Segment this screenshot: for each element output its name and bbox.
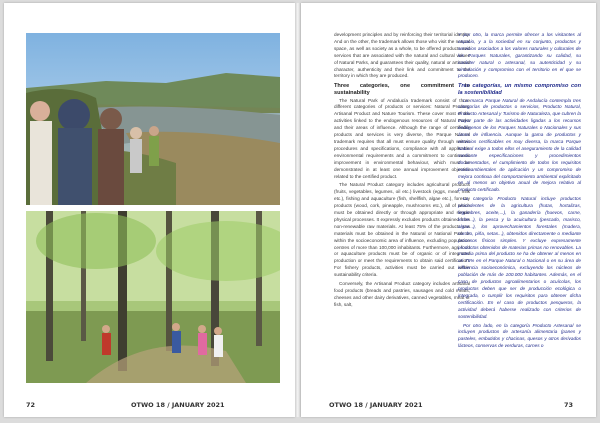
right-page bbox=[301, 3, 596, 417]
photo-visitors-by-river bbox=[26, 33, 280, 205]
english-paragraph: development principles and by reinforcing their territorial identity. And on the other, the trademark allows those who visit the natural space, as well as society as a whole, to be offered products and services that are associated with the natural and cultural values of Natural Parks, and guarantees their quality, natural or artisanal character, authenticity and their link and commitment to the territory in which they are produced. bbox=[334, 32, 470, 79]
photo-hikers-in-forest bbox=[26, 211, 280, 383]
spanish-paragraph: La categoría Producto Natural incluye productos procedentes de la agricultura (frutas, hortalizas, legumbres, aceite,...), la ganadería (huevos, carne, leche...), la pesca y la acuicultura (pescado, marisco, algas...), los aprovechamientos forestales (madera, corcho, piña, setas...), obtenidos directamente o mediante procesos físicos simples. Y excluye expresamente productos obtenidos de materias primas no renovables. La materia prima del producto se ha de obtener al menos en un 75% en el Parque Natural o Nacional o en su área de influencia socioeconómica, excluyendo los núcleos de población de más de 100.000 habitantes. Además, en el caso de productos agroalimentarios o acuícolas, los productos deben que ser de producción ecológica o integrada, o cumplir los requisitos para obtener dicha certificación. En el caso de productos pesqueros, la actividad deberá haberse realizado con criterios de sostenibilidad. bbox=[458, 196, 581, 319]
english-paragraph: The Natural Product category includes agricultural products (fruits, vegetables, legumes, oil etc.) livestock (eggs, meat, milk etc.), fishing and aquaculture (fish, shellfish, algae etc.), forestry products (wood, cork, pineapple, mushrooms etc.), all of which must be obtained directly or through appropriate and simple physical processes. It expressly excludes products obtained from non-renewable raw materials. At least 75% of the products raw materials must be obtained in the Natural or National Park or within the socioeconomic area of influence, excluding population centres of more than 100,000 inhabitants. Furthermore, agri-food or aquaculture products must be of organic or of integrated production or meet the requirements to obtain said certification. For fishery products, activities must be carried out within sustainability criteria. bbox=[334, 182, 470, 278]
spanish-paragraph: Y por otro, la marca permite ofrecer a los visitantes al espacio, y a la sociedad en su conjunto, productos y servicios asociados a los valores naturales y culturales de los Parques Naturales, garantizando su calidad, su carácter natural o artesanal, su autenticidad y su vinculación y compromiso con el territorio en el que se producen. bbox=[458, 32, 581, 79]
spanish-paragraph: Por otro lado, en la categoría Producto Artesanal se incluyen productos de artesanía alimentaria (panes y pasteles, embutidos y chacinas, quesos y otros derivados lácteos, conservas de verduras, carnes o bbox=[458, 322, 581, 349]
english-section-heading: Three categories, one commitment to sustainability bbox=[334, 83, 470, 96]
issue-footer: OTWO 18 / JANUARY 2021 bbox=[329, 401, 423, 409]
spanish-paragraph: La marca Parque Natural de Andalucía contempla tres categorías de productos o servicios, Producto Natural, Producto Artesanal y Turismo de Naturaleza, que cubren la mayor parte de las actividades ligadas a los recursos endógenos de los Parques Naturales o Nacionales y sus áreas de influencia. Aunque la gama de productos y servicios certificables es muy diversa, la marca Parque Natural exige a todos ellos el aseguramiento de la calidad mediante especificaciones y procedimientos documentados, el cumplimiento de todos los requisitos medioambientales de aplicación y un compromiso de mejora continua del comportamiento ambiental explicitado en al menos un objetivo anual de mejora relativo al producto certificado. bbox=[458, 97, 581, 193]
english-paragraph: Conversely, the Artisanal Product category includes artisanal food products (breads and pastries, sausages and cold meats, cheeses and other dairy derivatives, canned vegetables, meat or fish, salt, bbox=[334, 281, 470, 307]
english-paragraph: The Natural Park of Andalucía trademark consist of three different categories of products or services: Natural Product, Artisanal Product and Nature Tourism. These cover most of the activities linked to the endogenous resources of Natural Parks and their areas of influence. Although the range of certifiable products and services is very diverse, the Parque Natural trademark requires that all must ensure quality through written procedures and specifications, compliance with all applicable environmental requirements and a commitment to continuous improvement in environmental behaviour, which must be demonstrated in at least one annual improvement objective related to the certified product. bbox=[334, 97, 470, 179]
page-number: 72 bbox=[26, 401, 36, 409]
spanish-column bbox=[458, 32, 581, 352]
left-page bbox=[4, 3, 295, 417]
page-number: 73 bbox=[564, 401, 574, 409]
issue-footer: OTWO 18 / JANUARY 2021 bbox=[131, 401, 225, 409]
spanish-section-heading: Tres categorías, un mismo compromiso con la sostenibilidad bbox=[458, 83, 581, 96]
english-column bbox=[334, 32, 470, 311]
